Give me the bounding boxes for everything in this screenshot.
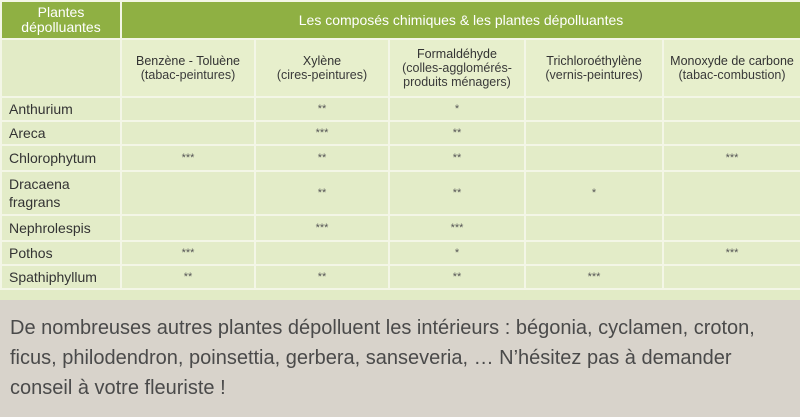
rating-cell: *** (663, 145, 800, 171)
table-row (1, 215, 800, 241)
rating-cell (121, 215, 255, 241)
advice-note: De nombreuses autres plantes dépolluent les intérieurs : bégonia, cyclamen, croton, ficus, philodendron, poinsettia, gerbera, sanseveria, … N’hésitez pas à demander conseil à votre fleuriste ! (10, 317, 755, 399)
column-header-carbon-monoxide (663, 39, 800, 97)
header-row (1, 1, 800, 39)
column-name: Formaldéhyde (417, 47, 497, 61)
rating-cell (255, 241, 389, 265)
table-row (1, 241, 800, 265)
column-header-xylene (255, 39, 389, 97)
rating-cell: *** (255, 215, 389, 241)
plant-name: Spathiphyllum (1, 265, 121, 289)
table-row (1, 145, 800, 171)
plant-name: Nephrolespis (1, 215, 121, 241)
plant-name: Anthurium (1, 97, 121, 121)
plant-name: Dracaena fragrans (1, 171, 121, 215)
rating-cell: * (389, 97, 525, 121)
rating-cell: * (389, 241, 525, 265)
rating-cell (525, 145, 663, 171)
plant-name: Pothos (1, 241, 121, 265)
rating-cell: *** (255, 121, 389, 145)
column-sources: (tabac-peintures) (140, 68, 236, 82)
rating-cell (525, 215, 663, 241)
column-header-trichloroethylene (525, 39, 663, 97)
rating-cell (121, 97, 255, 121)
rating-cell: ** (255, 97, 389, 121)
rating-cell (663, 215, 800, 241)
column-header-benzene (121, 39, 255, 97)
rating-cell: *** (121, 145, 255, 171)
rating-cell: ** (121, 265, 255, 289)
column-name: Monoxyde de carbone (670, 54, 794, 68)
table-row (1, 121, 800, 145)
column-sources: (vernis-peintures) (545, 68, 643, 82)
rating-cell (663, 121, 800, 145)
plants-header-line-2: dépolluantes (21, 19, 101, 35)
plant-name: Areca (1, 121, 121, 145)
column-name: Trichloroéthylène (546, 54, 642, 68)
rating-cell: *** (663, 241, 800, 265)
rating-cell (525, 97, 663, 121)
rating-cell (525, 241, 663, 265)
rating-cell: ** (389, 265, 525, 289)
plants-header-line-1: Plantes (37, 4, 85, 20)
plant-name: Chlorophytum (1, 145, 121, 171)
rating-cell: ** (389, 121, 525, 145)
column-name: Benzène - Toluène (135, 54, 241, 68)
rating-cell (525, 121, 663, 145)
rating-cell (121, 121, 255, 145)
table-title: Les composés chimiques & les plantes dépolluantes (121, 1, 800, 39)
table-row (1, 171, 800, 215)
rating-cell: ** (389, 171, 525, 215)
rating-cell: *** (525, 265, 663, 289)
column-sources: (colles-agglomérés-produits ménagers) (402, 61, 512, 89)
blank-header-cell (1, 39, 121, 97)
rating-cell (663, 171, 800, 215)
table-row (1, 97, 800, 121)
rating-cell: * (525, 171, 663, 215)
column-sources: (cires-peintures) (276, 68, 368, 82)
rating-cell: ** (255, 171, 389, 215)
column-header-formaldehyde (389, 39, 525, 97)
rating-cell: ** (255, 145, 389, 171)
rating-cell: *** (121, 241, 255, 265)
column-name: Xylène (302, 54, 342, 68)
column-sources: (tabac-combustion) (678, 68, 786, 82)
rating-cell: ** (389, 145, 525, 171)
rating-cell (121, 171, 255, 215)
plants-column-header (1, 1, 121, 39)
rating-cell (663, 265, 800, 289)
subheader-row (1, 39, 800, 97)
rating-cell (663, 97, 800, 121)
rating-cell: *** (389, 215, 525, 241)
table-row (1, 265, 800, 289)
rating-cell: ** (255, 265, 389, 289)
